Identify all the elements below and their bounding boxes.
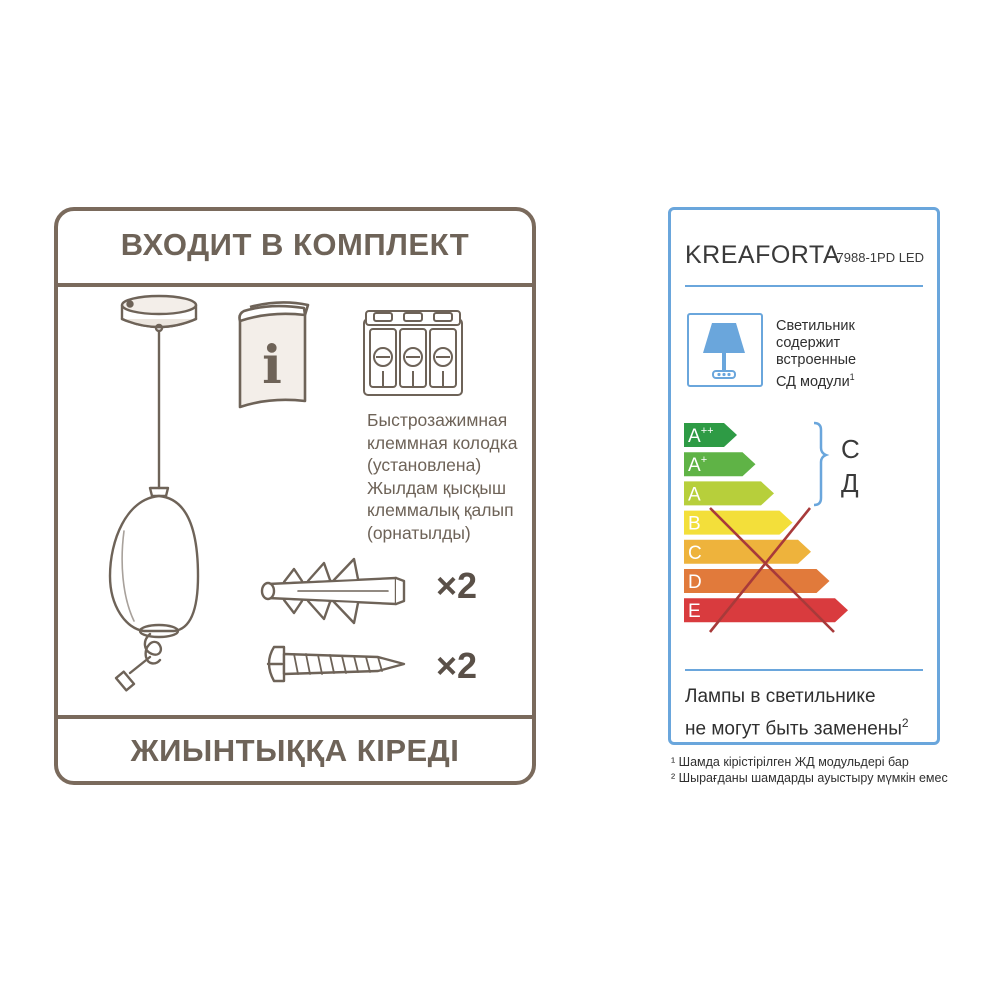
- brand-name: KREAFORTA: [685, 241, 840, 269]
- applicable-range-bracket: [814, 423, 826, 505]
- energy-class-letter: C: [688, 542, 702, 564]
- manual-booklet-icon: [240, 302, 309, 407]
- footnote: ¹ Шамда кірістірілген ЖД модульдері бар: [671, 755, 909, 769]
- lamps-note-line: не могут быть заменены: [685, 718, 902, 740]
- led-note-line: встроенные: [776, 352, 857, 368]
- table-lamp-icon: [687, 313, 763, 387]
- energy-class-letter: B: [688, 513, 701, 535]
- footnote-ref: 1: [849, 372, 855, 382]
- energy-class-letter: A+: [688, 454, 708, 477]
- connector-description-line: клеммалық қалып: [367, 500, 514, 520]
- screws-quantity: ×2: [436, 645, 478, 686]
- divider: [685, 669, 923, 671]
- wall-plug-icon: [262, 559, 404, 623]
- kit-contents-card: [54, 207, 536, 785]
- energy-class-letter: A: [688, 484, 701, 506]
- range-letter: С: [841, 434, 860, 464]
- lamps-not-replaceable-note: [685, 684, 909, 742]
- range-letter: Д: [841, 468, 859, 498]
- energy-class-arrow: [684, 540, 811, 564]
- energy-class-letter: D: [688, 572, 702, 593]
- energy-label: [668, 207, 940, 745]
- screw-icon: [268, 647, 404, 681]
- divider: [58, 715, 532, 719]
- connector-description: [367, 409, 567, 544]
- model-number: 7988-1PD LED: [836, 250, 924, 265]
- led-note-line: Светильник: [776, 318, 855, 334]
- kit-title: ВХОДИТ В КОМПЛЕКТ: [120, 227, 470, 262]
- connector-description-line: (установлена): [367, 455, 482, 475]
- led-note-line: содержит: [776, 335, 841, 351]
- dowels-quantity: ×2: [436, 565, 478, 606]
- divider: [685, 285, 923, 287]
- applicable-range-letters: [841, 432, 860, 500]
- energy-class-letter: E: [688, 601, 701, 623]
- terminal-block-icon: [364, 311, 462, 395]
- manual-letter-i: i: [262, 335, 282, 396]
- energy-class-letter: A++: [688, 425, 714, 447]
- connector-description-line: Быстрозажимная: [367, 410, 508, 430]
- energy-class-arrow: [684, 598, 848, 622]
- connector-description-line: клеммная колодка: [367, 432, 518, 453]
- led-note-line: СД модули: [776, 373, 850, 390]
- led-modules-note: [776, 318, 856, 391]
- footnotes: [671, 754, 948, 786]
- footnote-ref: 2: [901, 716, 909, 730]
- connector-description-line: Жылдам қысқыш: [367, 477, 507, 498]
- footnote: ² Шырағданы шамдарды ауыстыру мүмкін емес: [671, 771, 948, 785]
- pendant-lamp-icon: [110, 296, 198, 690]
- connector-description-line: (орнатылды): [367, 522, 471, 543]
- kit-footer-title: ЖИЫНТЫҚҚА КІРЕДІ: [130, 733, 460, 768]
- lamps-note-line: Лампы в светильнике: [685, 686, 876, 707]
- energy-class-scale: [684, 420, 924, 635]
